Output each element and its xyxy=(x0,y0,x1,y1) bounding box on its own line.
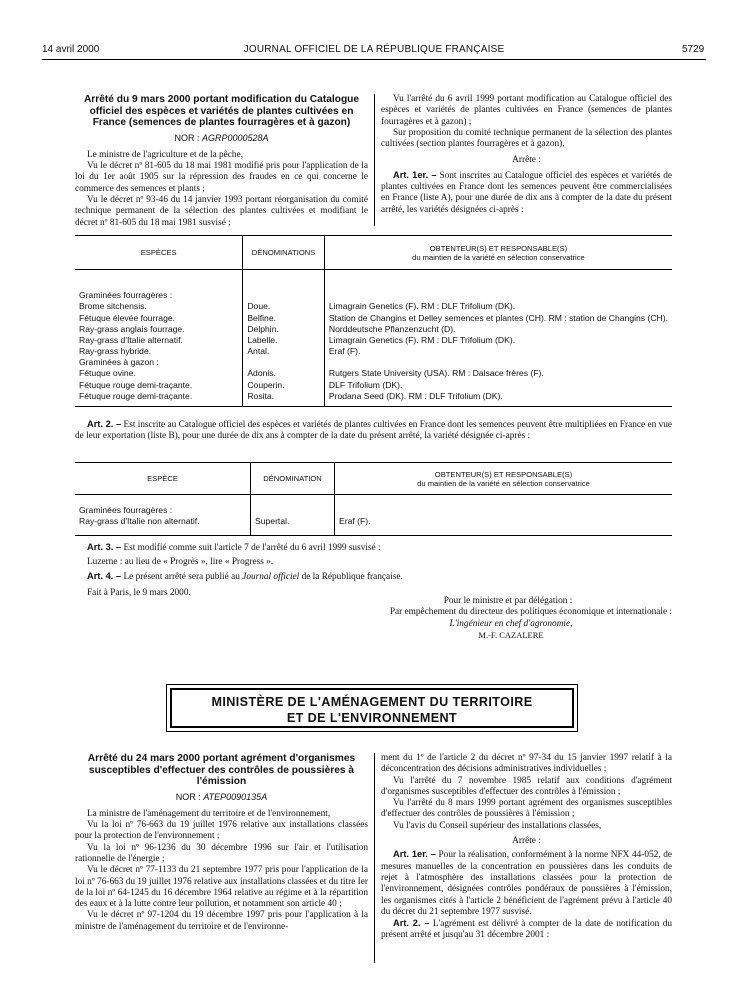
table-cell: Limagrain Genetics (F). RM : DLF Trifolium (DK). xyxy=(328,334,516,345)
column-header: DÉNOMINATIONS xyxy=(243,236,325,270)
article-3-line: Luzerne : au lieu de « Progrès », lire « Progress ». xyxy=(87,557,274,568)
table-cell: Fétuque rouge demi-traçante. xyxy=(79,390,193,401)
table-cell: Antal. xyxy=(247,346,270,357)
articles-3-4 xyxy=(75,542,672,599)
journal-title: JOURNAL OFFICIEL DE LA RÉPUBLIQUE FRANÇAISE xyxy=(243,44,505,55)
article-1 xyxy=(381,849,672,918)
table-liste-b xyxy=(75,462,672,536)
table-cell: Rutgers State University (USA). RM : Dalsace frères (F). xyxy=(328,368,544,379)
table-cell: Fétuque ovine. xyxy=(79,368,136,379)
paragraph: Vu l'arrêté du 6 avril 1999 portant modification au Catalogue officiel des espèces et variétés de plantes cultivées en France (semences de plantes fourragères et à gazon) ; xyxy=(381,94,672,127)
table-cell xyxy=(329,357,668,368)
journal-name: Journal officiel xyxy=(242,571,300,582)
header-date: 14 avril 2000 xyxy=(42,44,100,55)
table-cell: Delphin. xyxy=(247,323,279,334)
table-cell: Eraf (F). xyxy=(339,515,371,526)
paragraph: Vu l'avis du Conseil supérieur des installations classées, xyxy=(393,820,602,831)
table-cell: Norddeutsche Pflanzenzucht (D). xyxy=(328,323,456,334)
arrete2-right-column xyxy=(381,753,672,942)
column-header: ESPÈCE xyxy=(75,463,251,495)
paragraph: Vu le décret nº 97-1204 du 19 décembre 1997 pris pour l'application à la ministre de l'aménagement du territoire et de l'environne- xyxy=(75,910,368,932)
obtenteurs-cell xyxy=(324,270,672,407)
fait-line: Fait à Paris, le 9 mars 2000. xyxy=(87,587,191,598)
table-cell: Fétuque rouge demi-traçante. xyxy=(79,379,193,390)
table-cell: Graminées à gazon : xyxy=(79,357,159,368)
table-cell: Ray-grass d'Italie non alternatif. xyxy=(79,515,200,526)
article-label: Art. 3. – xyxy=(87,542,122,552)
table-cell: Graminées fourragères : xyxy=(79,504,173,515)
signatory-name: M.-F. CAZALERE xyxy=(478,629,544,640)
header-line: du maintien de la variété en sélection conservatrice xyxy=(412,252,585,262)
table-cell: DLF Trifolium (DK). xyxy=(328,379,403,390)
paragraph: Vu le décret nº 81-605 du 18 mai 1981 modifié pris pour l'application de la loi du 1er août 1905 sur la répression des fraudes en ce qui concerne le commerce des semences et plants ; xyxy=(75,161,368,194)
table-cell: Eraf (F). xyxy=(328,346,361,357)
table-cell xyxy=(255,505,330,516)
article-2 xyxy=(75,419,672,443)
nor-label: NOR : xyxy=(174,132,200,143)
ministry-banner xyxy=(170,688,574,728)
table-cell xyxy=(247,290,320,301)
paragraph: Le ministre de l'agriculture et de la pêche, xyxy=(87,149,244,160)
table-cell: Labelle. xyxy=(247,334,278,345)
article-text: Est inscrite au Catalogue officiel des espèces et variétés de plantes cultivées en France dont les semences peuvent être multipliées en France en vue de leur exportation (liste B), pour une durée de dix ans à compter de la date du présent arrêté, la variété désignée ci-après : xyxy=(75,420,672,442)
table-cell: Prodana Seed (DK). RM : DLF Trifolium (DK). xyxy=(328,390,503,401)
header-rule xyxy=(42,59,706,60)
table-cell: Supertal. xyxy=(255,515,290,526)
table-cell: Graminées fourragères : xyxy=(79,290,173,301)
article-text: Sont inscrites au Catalogue officiel des espèces et variétés de plantes cultivées en France dont les semences peuvent être commercialisées en France (liste A), pour une durée de dix ans à compter de la date du présent arrêté, les variétés désignées ci-après : xyxy=(381,170,672,215)
article-text: de la République française. xyxy=(301,571,403,582)
column-header: ESPÈCES xyxy=(75,236,243,270)
signature-block xyxy=(300,596,672,641)
table-cell xyxy=(329,290,668,301)
column-header xyxy=(324,236,672,270)
paragraph: Vu le décret nº 93-46 du 14 janvier 1993 portant réorganisation du comité technique permanent de la sélection des plantes cultivées et modifiant le décret nº 81-605 du 18 mai 1981 susvisé ; xyxy=(75,194,368,228)
nor-code: ATEP0090135A xyxy=(203,791,268,802)
arrete1-right-column xyxy=(381,94,672,216)
ministry-line: ET DE L'ENVIRONNEMENT xyxy=(286,711,458,725)
article-2 xyxy=(381,918,672,942)
paragraph: Vu la loi nº 96-1236 du 30 décembre 1996 sur l'air et l'utilisation rationnelle de l'énergie ; xyxy=(75,842,368,864)
table-cell: Rosita. xyxy=(247,390,275,401)
table-cell: Couperin. xyxy=(247,379,285,390)
article-text: L'agrément est délivré à compter de la date de notification du présent arrêté et jusqu'au 31 décembre 2001 : xyxy=(381,919,672,941)
article-1 xyxy=(381,170,672,216)
article-label: Art. 1er. – xyxy=(393,169,437,180)
arrete1-left-column xyxy=(75,94,368,229)
nor-code: AGRP0000528A xyxy=(201,132,269,143)
denominations-cell xyxy=(243,270,325,407)
table-cell xyxy=(339,505,668,516)
column-header: DÉNOMINATION xyxy=(251,463,335,495)
table-cell: Adonis. xyxy=(247,368,276,379)
article-text: Pour la réalisation, conformément à la norme NFX 44-052, de mesures manuelles de la concentration en poussières dans les conduits de rejet à l'atmosphère des installations classées pour la protection de l'environnement, désignées contrôles pondéraux de poussières à l'émission, les organismes cités à l'article 2 bénéficient de l'agrément prévu à l'article 40 du décret du 21 septembre 1977 susvisé. xyxy=(381,850,672,917)
arrete-word: Arrête : xyxy=(512,155,541,166)
table-cell: Doue. xyxy=(247,301,271,312)
denomination-cell xyxy=(251,495,335,536)
sig-line: Par empêchement du directeur des politiques économique et internationale : xyxy=(389,607,672,618)
paragraph: Vu la loi nº 76-663 du 19 juillet 1976 relative aux installations classées pour la protection de l'environnement ; xyxy=(75,820,368,842)
column-header xyxy=(335,463,673,495)
table-cell: Ray-grass d'Italie alternatif. xyxy=(79,334,183,345)
column-divider xyxy=(374,753,375,963)
obtenteur-cell xyxy=(335,495,673,536)
paragraph: Sur proposition du comité technique permanent de la sélection des plantes cultivées (section plantes fourragères et à gazon), xyxy=(381,127,672,150)
header-line: OBTENTEUR(S) ET RESPONSABLE(S) xyxy=(434,469,573,479)
paragraph: La ministre de l'aménagement du territoire et de l'environnement, xyxy=(87,808,331,819)
espece-cell xyxy=(75,495,251,536)
arrete-word: Arrête : xyxy=(512,836,541,847)
article-text: Le présent arrêté sera publié au xyxy=(123,571,240,582)
paragraph: Vu le décret nº 77-1133 du 21 septembre 1977 pris pour l'application de la loi nº 76-663 du 19 juillet 1976 relative aux installations classées et du titre Ier de la loi nº 64-1245 du 16 décembre 1964 relative au régime et à la répartition des eaux et à la lutte contre leur pollution, et notamment son article 40 ; xyxy=(75,865,368,910)
ministry-line: MINISTÈRE DE L'AMÉNAGEMENT DU TERRITOIRE xyxy=(211,695,533,709)
paragraph: Vu l'arrêté du 7 novembre 1985 relatif aux conditions d'agrément d'organismes susceptibles d'effectuer des contrôles à l'émission ; xyxy=(381,775,672,797)
sig-line: Pour le ministre et par délégation : xyxy=(443,596,573,606)
table-cell: Belfine. xyxy=(247,312,276,323)
table-cell: Ray-grass anglais fourrage. xyxy=(79,323,185,334)
header-line: du maintien de la variété en sélection conservatrice xyxy=(417,478,590,488)
article-label: Art. 4. – xyxy=(87,570,122,581)
paragraph: Vu l'arrêté du 8 mars 1999 portant agrément des organismes susceptibles d'effectuer des contrôles de poussières à l'émission ; xyxy=(381,798,672,820)
table-cell: Fétuque élevée fourrage. xyxy=(79,312,176,323)
table-cell: Brome sitchensis. xyxy=(79,301,147,312)
paragraph: ment du 1º de l'article 2 du décret nº 97-34 du 15 janvier 1997 relatif à la déconcentration des décisions administratives individuelles ; xyxy=(381,753,672,775)
article-label: Art. 1er. – xyxy=(393,849,436,860)
arrete2-left-column xyxy=(75,753,368,933)
table-cell: Station de Changins et Delley semences et plantes (CH). RM : station de Changins (CH). xyxy=(328,312,668,323)
table-cell xyxy=(247,357,320,368)
table-cell: Limagrain Genetics (F). RM : DLF Trifolium (DK). xyxy=(328,301,516,312)
table-liste-a xyxy=(75,235,672,407)
page-number: 5729 xyxy=(682,44,705,55)
article-label: Art. 2. – xyxy=(393,918,430,929)
article-label: Art. 2. – xyxy=(87,419,122,429)
table-cell: Ray-grass hybride. xyxy=(79,346,152,357)
especes-cell xyxy=(75,270,243,407)
article-text: Est modifié comme suit l'article 7 de l'arrêté du 6 avril 1999 susvisé : xyxy=(123,543,381,553)
arrete1-nor xyxy=(75,133,368,144)
sig-line: L'ingénieur en chef d'agronomie, xyxy=(449,618,573,629)
arrete2-title: Arrêté du 24 mars 2000 portant agrément d'organismes susceptibles d'effectuer des contrôles de poussières à l'émission xyxy=(87,753,356,787)
header-line: OBTENTEUR(S) ET RESPONSABLE(S) xyxy=(429,243,568,253)
arrete2-nor xyxy=(75,792,368,803)
arrete1-title: Arrêté du 9 mars 2000 portant modification du Catalogue officiel des espèces et variétés de plantes cultivées en France (semences de plantes fourragères et à gazon) xyxy=(83,94,360,128)
column-divider xyxy=(374,94,375,226)
nor-label: NOR : xyxy=(175,791,201,802)
